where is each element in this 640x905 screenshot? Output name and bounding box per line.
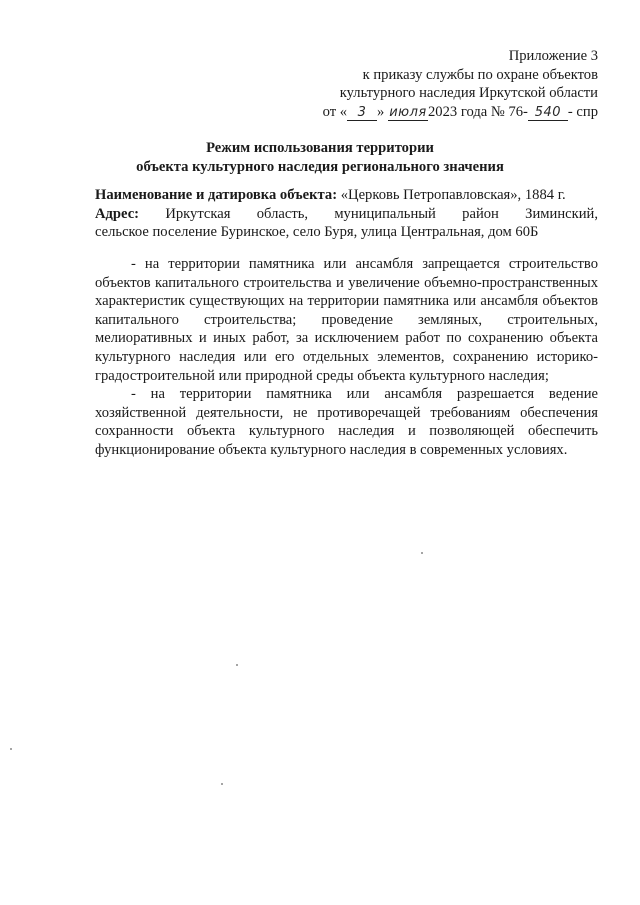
title-line-1: Режим использования территории xyxy=(206,140,434,156)
address-word: муниципальный xyxy=(334,205,436,222)
date-mid: » xyxy=(377,103,385,120)
scan-speck xyxy=(421,552,423,554)
document-title xyxy=(0,139,640,177)
paragraph-prohibitions: - на территории памятника или ансамбля запрещается строительство объектов капитального строительства и увеличение объемно-пространственных характеристик существующих на территории памятника или ансамбля объектов капитального строительства; проведение земляных, строительных, мелиоративных и иных работ, за исключением работ по сохранению объекта культурного наследия или его отдельных элементов, сохранению историко-градостроительной или природной среды объекта культурного наследия; xyxy=(95,256,598,384)
scan-speck xyxy=(221,783,223,785)
address-word: район xyxy=(462,205,499,222)
handwritten-number: 540 xyxy=(528,106,568,121)
scan-speck xyxy=(236,664,238,666)
address-line-1 xyxy=(95,205,598,224)
appendix-date-line xyxy=(323,103,598,122)
regime-text xyxy=(95,255,598,460)
appendix-order-ref: к приказу службы по охране объектов xyxy=(362,66,598,83)
object-name-value: «Церковь Петропавловская», 1884 г. xyxy=(340,187,566,203)
address-line-2: сельское поселение Буринское, село Буря, улица Центральная, дом 60Б xyxy=(95,224,539,240)
paragraph-permissions: - на территории памятника или ансамбля разрешается ведение хозяйственной деятельности, не противоречащей требованиям обеспечения сохранности объекта культурного наследия и позволяющей обеспечить функционирование объекта культурного наследия в современных условиях. xyxy=(95,386,598,458)
year-part: 2023 года № 76- xyxy=(427,103,528,120)
address-word: область, xyxy=(256,205,309,222)
address-word: Иркутская xyxy=(165,205,231,222)
appendix-header xyxy=(323,47,598,121)
object-info xyxy=(95,186,598,242)
date-prefix: от « xyxy=(322,103,348,120)
address-word: Зиминский, xyxy=(525,205,598,222)
object-name-label: Наименование и датировка объекта: xyxy=(95,187,338,203)
appendix-number: Приложение 3 xyxy=(508,48,598,64)
handwritten-month: июля xyxy=(389,104,427,120)
order-suffix: - спр xyxy=(567,103,598,120)
handwritten-day: 3 xyxy=(347,106,377,121)
title-line-2: объекта культурного наследия регионального значения xyxy=(136,159,504,175)
address-label: Адрес: xyxy=(95,205,140,222)
object-name-line xyxy=(95,186,598,205)
appendix-authority: культурного наследия Иркутской области xyxy=(339,85,598,101)
scan-speck xyxy=(10,748,12,750)
